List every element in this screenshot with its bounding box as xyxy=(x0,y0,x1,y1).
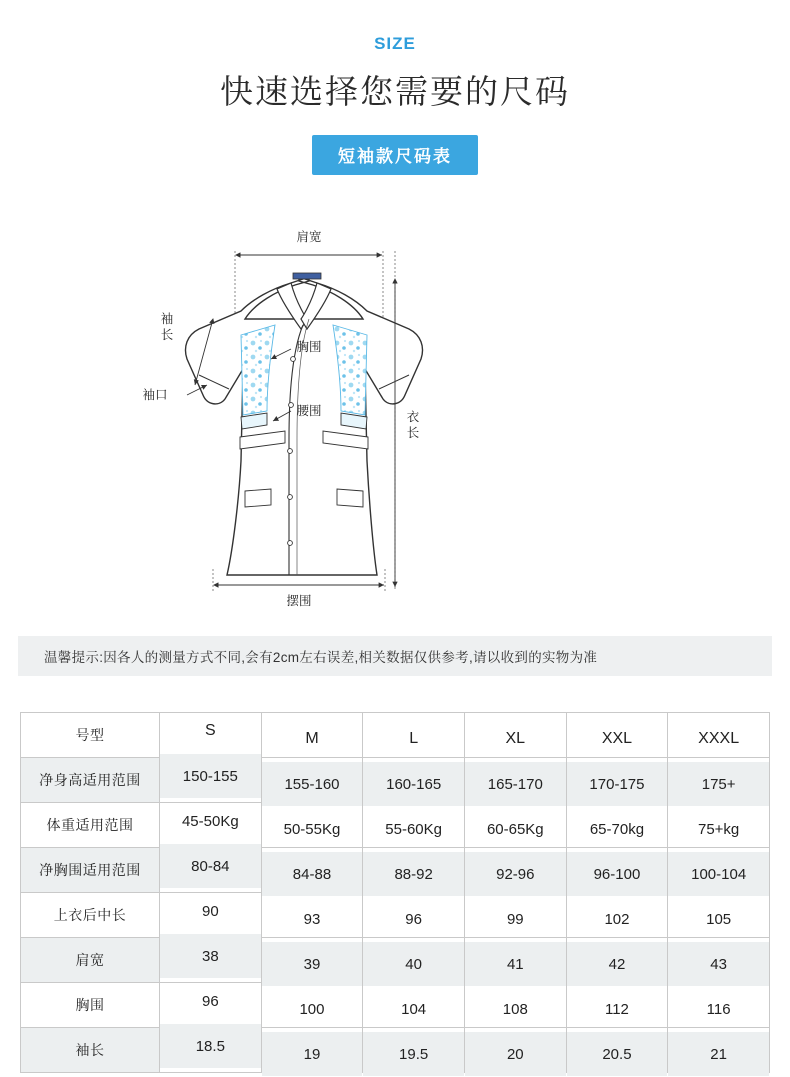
cell-length-xxl: 102 xyxy=(566,897,668,942)
cell-height-xxl: 170-175 xyxy=(566,762,668,807)
table-row xyxy=(21,893,770,938)
cell-shoulder-xxxl: 43 xyxy=(668,942,770,987)
table-row xyxy=(21,848,770,893)
row-label-bust-range: 净胸围适用范围 xyxy=(21,848,160,893)
cell-sleeve-xxl: 20.5 xyxy=(566,1032,668,1077)
cell-sleeve-s: 18.5 xyxy=(160,1024,262,1069)
cell-bustrange-s: 80-84 xyxy=(160,844,262,889)
row-label-bust: 胸围 xyxy=(21,983,160,1028)
table-row xyxy=(21,938,770,983)
cell-shoulder-xxl: 42 xyxy=(566,942,668,987)
table-header-size-xxl: XXL xyxy=(566,717,668,762)
eyebrow-label: SIZE xyxy=(374,34,416,53)
cell-sleeve-m: 19 xyxy=(261,1032,363,1077)
cell-weight-l: 55-60Kg xyxy=(363,807,465,852)
label-sleeve-length: 袖 xyxy=(160,312,174,327)
cell-sleeve-l: 19.5 xyxy=(363,1032,465,1077)
size-table xyxy=(20,712,770,1073)
garment-diagram xyxy=(0,199,790,619)
label-garment-length: 衣 xyxy=(406,410,420,425)
cell-shoulder-xl: 41 xyxy=(464,942,566,987)
cell-weight-s: 45-50Kg xyxy=(160,799,262,844)
table-header-label: 号型 xyxy=(21,713,160,758)
table-header-row xyxy=(21,713,770,758)
cell-height-m: 155-160 xyxy=(261,762,363,807)
cell-length-m: 93 xyxy=(261,897,363,942)
row-label-weight-range: 体重适用范围 xyxy=(21,803,160,848)
cell-sleeve-xl: 20 xyxy=(464,1032,566,1077)
row-label-height-range: 净身高适用范围 xyxy=(21,758,160,803)
row-label-sleeve-length: 袖长 xyxy=(21,1028,160,1073)
cell-weight-xxxl: 75+kg xyxy=(668,807,770,852)
cell-weight-xl: 60-65Kg xyxy=(464,807,566,852)
cell-sleeve-xxxl: 21 xyxy=(668,1032,770,1077)
table-header-size-s: S xyxy=(160,709,262,754)
cell-bustrange-m: 84-88 xyxy=(261,852,363,897)
table-header-size-m: M xyxy=(261,717,363,762)
cell-bust-s: 96 xyxy=(160,979,262,1024)
page-header xyxy=(0,0,790,175)
table-row xyxy=(21,758,770,803)
svg-text:长: 长 xyxy=(160,328,174,343)
cell-height-l: 160-165 xyxy=(363,762,465,807)
size-table-body xyxy=(21,713,770,1073)
page-title: 快速选择您需要的尺码 xyxy=(220,73,570,110)
svg-text:长: 长 xyxy=(406,426,420,441)
garment-body xyxy=(186,273,423,575)
cell-bust-l: 104 xyxy=(363,987,465,1032)
cell-bust-m: 100 xyxy=(261,987,363,1032)
table-row xyxy=(21,803,770,848)
cell-weight-m: 50-55Kg xyxy=(261,807,363,852)
cell-height-xl: 165-170 xyxy=(464,762,566,807)
cell-length-l: 96 xyxy=(363,897,465,942)
table-header-size-xxxl: XXXL xyxy=(668,717,770,762)
label-cuff: 袖口 xyxy=(142,388,168,403)
cell-length-s: 90 xyxy=(160,889,262,934)
cell-length-xxxl: 105 xyxy=(668,897,770,942)
cell-bust-xxl: 112 xyxy=(566,987,668,1032)
cell-bustrange-xl: 92-96 xyxy=(464,852,566,897)
subtitle-badge: 短袖款尺码表 xyxy=(312,135,478,175)
cell-bust-xl: 108 xyxy=(464,987,566,1032)
subtitle-container xyxy=(0,135,790,175)
notice-text: 温馨提示:因各人的测量方式不同,会有2cm左右误差,相关数据仅供参考,请以收到的实物为准 xyxy=(44,650,598,665)
label-hem: 摆围 xyxy=(286,594,312,609)
table-header-size-l: L xyxy=(363,717,465,762)
cell-bustrange-xxxl: 100-104 xyxy=(668,852,770,897)
cell-bust-xxxl: 116 xyxy=(668,987,770,1032)
table-row xyxy=(21,1028,770,1073)
label-waist: 腰围 xyxy=(296,404,322,419)
row-label-center-back-length: 上衣后中长 xyxy=(21,893,160,938)
cell-height-s: 150-155 xyxy=(160,754,262,799)
label-shoulder: 肩宽 xyxy=(296,230,322,245)
cell-bustrange-xxl: 96-100 xyxy=(566,852,668,897)
table-header-size-xl: XL xyxy=(464,717,566,762)
row-label-shoulder: 肩宽 xyxy=(21,938,160,983)
cell-shoulder-s: 38 xyxy=(160,934,262,979)
cell-weight-xxl: 65-70kg xyxy=(566,807,668,852)
notice-bar xyxy=(18,636,772,676)
cell-shoulder-m: 39 xyxy=(261,942,363,987)
cell-length-xl: 99 xyxy=(464,897,566,942)
garment-diagram-svg xyxy=(95,199,695,619)
cell-shoulder-l: 40 xyxy=(363,942,465,987)
cell-bustrange-l: 88-92 xyxy=(363,852,465,897)
label-bust: 胸围 xyxy=(296,340,322,355)
table-row xyxy=(21,983,770,1028)
cell-height-xxxl: 175+ xyxy=(668,762,770,807)
